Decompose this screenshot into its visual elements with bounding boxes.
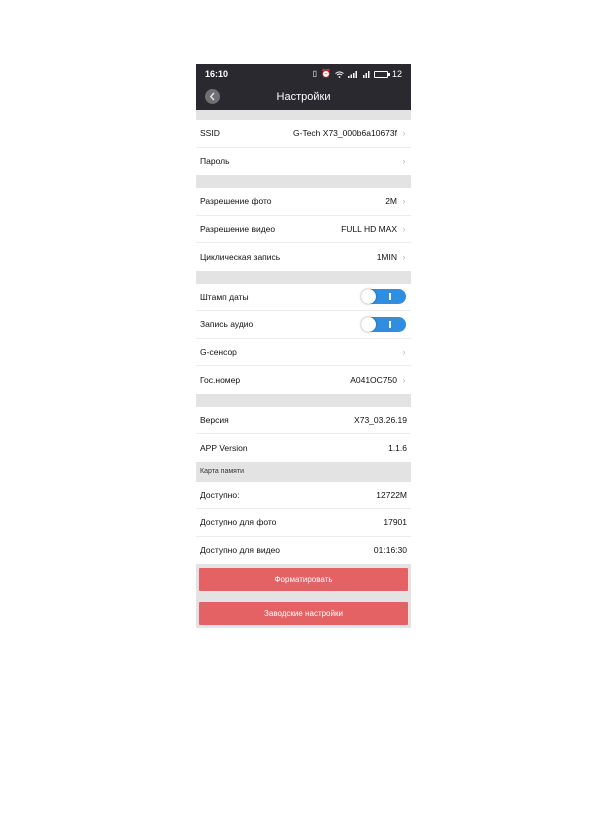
toggle-on-mark — [389, 321, 391, 328]
available-row — [196, 482, 411, 510]
toggle-on-mark — [389, 293, 391, 300]
g-sensor-label: G-сенсор — [200, 346, 237, 357]
format-button[interactable]: Форматировать — [199, 568, 408, 591]
status-icons — [313, 69, 402, 79]
status-bar — [196, 64, 411, 84]
photo-resolution-label: Разрешение фото — [200, 196, 272, 207]
password-label: Пароль — [200, 156, 230, 167]
app-version-value: 1.1.6 — [388, 442, 407, 453]
ssid-label: SSID — [200, 128, 220, 139]
chevron-right-icon: › — [402, 251, 406, 262]
available-label: Доступно: — [200, 489, 240, 500]
section-divider — [196, 271, 411, 284]
back-button[interactable] — [205, 89, 220, 104]
date-stamp-label: Штамп даты — [200, 291, 249, 302]
plate-number-row[interactable] — [196, 366, 411, 394]
video-resolution-label: Разрешение видео — [200, 223, 276, 234]
vibrate-icon: ▯ — [312, 69, 318, 78]
video-resolution-value: FULL HD MAX — [341, 223, 397, 234]
toggle-knob — [361, 289, 376, 304]
page-title: Настройки — [276, 91, 331, 103]
available-video-row — [196, 537, 411, 565]
chevron-right-icon: › — [402, 128, 406, 139]
plate-number-value: А041ОС750 — [350, 374, 397, 385]
memory-card-header: Карта памяти — [196, 462, 411, 482]
battery-icon — [374, 71, 388, 78]
wifi-icon — [335, 71, 344, 78]
available-photo-value: 17901 — [383, 517, 407, 528]
section-divider — [196, 110, 411, 120]
chevron-right-icon: › — [402, 223, 406, 234]
app-version-label: APP Version — [200, 442, 248, 453]
photo-resolution-value: 2M — [385, 196, 397, 207]
password-row[interactable] — [196, 148, 411, 176]
loop-recording-row[interactable] — [196, 243, 411, 271]
audio-record-toggle[interactable] — [361, 317, 406, 332]
actions-area — [196, 564, 411, 628]
battery-level: 12 — [391, 69, 402, 79]
available-video-value: 01:16:30 — [373, 545, 407, 556]
status-time: 16:10 — [205, 69, 229, 79]
section-divider — [196, 394, 411, 407]
available-value: 12722M — [376, 489, 407, 500]
video-resolution-row[interactable] — [196, 216, 411, 244]
audio-record-label: Запись аудио — [200, 319, 254, 330]
date-stamp-toggle[interactable] — [361, 289, 406, 304]
photo-resolution-row[interactable] — [196, 188, 411, 216]
loop-recording-value: 1MIN — [376, 251, 397, 262]
firmware-version-value: X73_03.26.19 — [354, 414, 407, 425]
available-video-label: Доступно для видео — [200, 545, 281, 556]
factory-reset-button[interactable]: Заводские настройки — [199, 602, 408, 625]
loop-recording-label: Циклическая запись — [200, 251, 281, 262]
available-photo-row — [196, 509, 411, 537]
chevron-right-icon: › — [402, 196, 406, 207]
app-version-row — [196, 434, 411, 462]
audio-record-row — [196, 311, 411, 339]
firmware-version-label: Версия — [200, 414, 229, 425]
date-stamp-row — [196, 284, 411, 312]
toggle-knob — [361, 317, 376, 332]
chevron-right-icon: › — [402, 156, 406, 167]
sim-signal-icon — [363, 71, 370, 78]
g-sensor-row[interactable] — [196, 339, 411, 367]
phone-screen — [196, 64, 411, 636]
plate-number-label: Гос.номер — [200, 374, 241, 385]
alarm-icon: ⏰ — [321, 69, 331, 78]
available-photo-label: Доступно для фото — [200, 517, 277, 528]
nav-bar — [196, 84, 411, 110]
chevron-left-icon — [209, 92, 216, 101]
ssid-value: G-Tech X73_000b6a10673f — [293, 128, 397, 139]
chevron-right-icon: › — [402, 374, 406, 385]
chevron-right-icon: › — [402, 346, 406, 357]
firmware-version-row — [196, 407, 411, 435]
section-divider — [196, 175, 411, 188]
signal-icon — [348, 71, 359, 78]
ssid-row[interactable] — [196, 120, 411, 148]
